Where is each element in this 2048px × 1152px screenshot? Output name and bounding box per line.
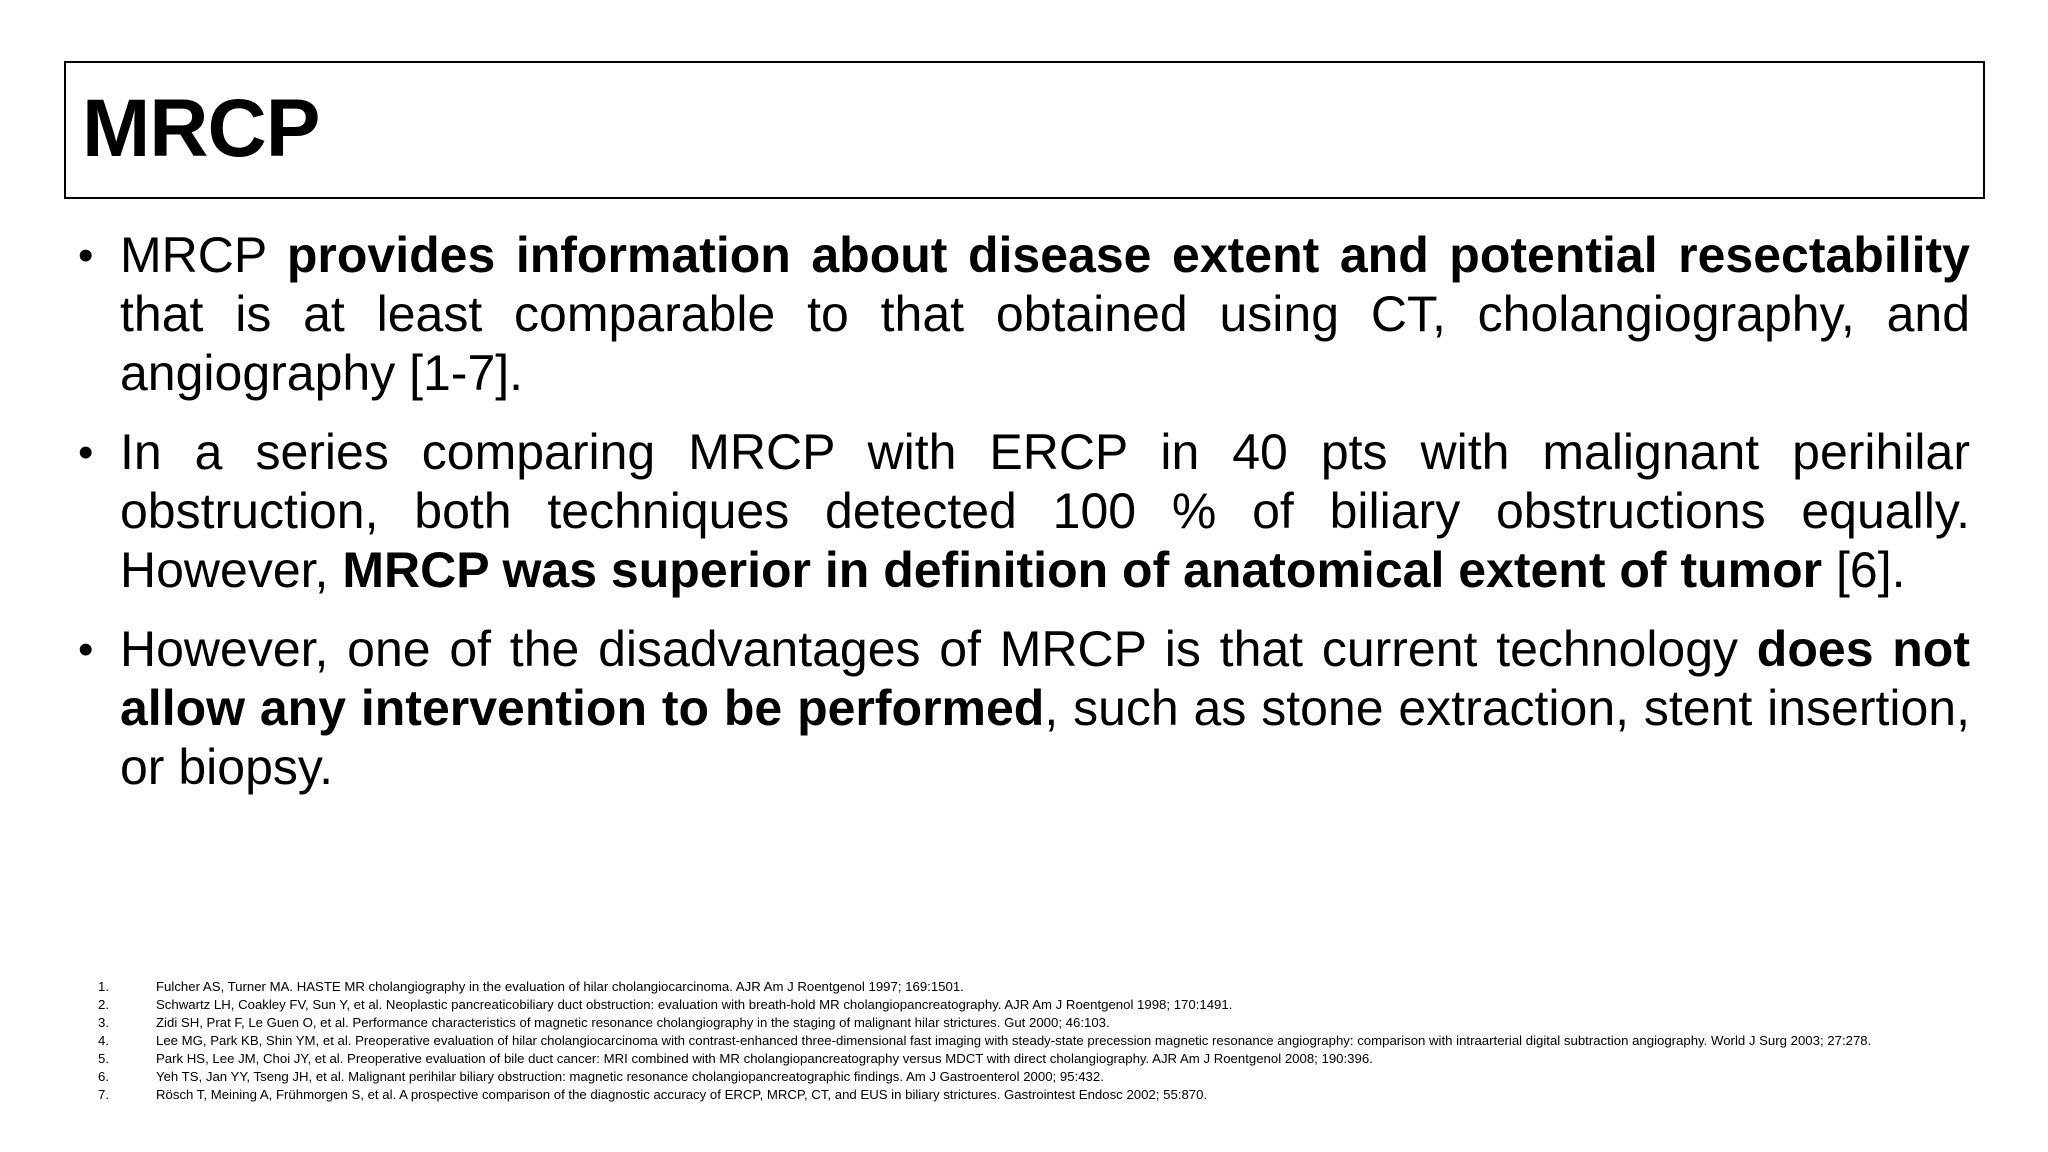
reference-item (98, 1032, 1938, 1050)
bullet-segment: , such as stone extraction, stent insertion, or biopsy. (120, 680, 1970, 795)
bullet-segment: [6]. (1822, 542, 1906, 598)
reference-number: 5. (98, 1051, 109, 1066)
reference-number: 7. (98, 1087, 109, 1102)
reference-item (98, 1014, 1938, 1032)
reference-text: Schwartz LH, Coakley FV, Sun Y, et al. Neoplastic pancreaticobiliary duct obstruction: evaluation with breath-hold MR cholangiopancreatography. AJR Am J Roentgenol 1998; 170:1491. (156, 997, 1233, 1012)
bullet-item (78, 226, 1970, 403)
bullet-segment-bold: does not allow any intervention to be performed (120, 621, 1970, 736)
slide-title: MRCP (82, 83, 320, 174)
reference-item (98, 978, 1938, 996)
bullet-dot-icon: • (78, 231, 94, 280)
reference-text: Rösch T, Meining A, Frühmorgen S, et al. A prospective comparison of the diagnostic accuracy of ERCP, MRCP, CT, and EUS in biliary strictures. Gastrointest Endosc 2002; 55:870. (156, 1087, 1208, 1102)
bullet-text (120, 621, 1970, 795)
reference-number: 3. (98, 1015, 109, 1030)
bullet-dot-icon: • (78, 625, 94, 674)
bullet-item (78, 423, 1970, 600)
reference-item (98, 1068, 1938, 1086)
reference-text: Lee MG, Park KB, Shin YM, et al. Preoperative evaluation of hilar cholangiocarcinoma with contrast-enhanced three-dimensional fast imaging with steady-state precession magnetic resonance angiography: comparison with intraarterial digital subtraction angiography. World J Surg 2003; 27:278. (156, 1033, 1872, 1048)
reference-text: Yeh TS, Jan YY, Tseng JH, et al. Malignant perihilar biliary obstruction: magnetic resonance cholangiopancreatographic findings. Am J Gastroenterol 2000; 95:432. (156, 1069, 1104, 1084)
reference-number: 4. (98, 1033, 109, 1048)
reference-number: 2. (98, 997, 109, 1012)
bullet-segment: In a series comparing MRCP with ERCP in 40 pts with malignant perihilar obstruction, both techniques detected 100 % of biliary obstructions equally. However, (120, 424, 1970, 598)
bullet-segment: MRCP (120, 227, 287, 283)
bullet-segment: However, one of the disadvantages of MRCP is that current technology (120, 621, 1757, 677)
reference-item (98, 996, 1938, 1014)
reference-number: 6. (98, 1069, 109, 1084)
bullet-dot-icon: • (78, 428, 94, 477)
reference-list (98, 978, 1938, 1104)
bullet-list (78, 226, 1970, 817)
bullet-segment: that is at least comparable to that obtained using CT, cholangiography, and angiography [1-7]. (120, 286, 1970, 401)
bullet-text (120, 424, 1970, 598)
reference-item (98, 1050, 1938, 1068)
bullet-text (120, 227, 1970, 401)
bullet-segment-bold: provides information about disease extent and potential resectability (286, 227, 1970, 283)
bullet-item (78, 620, 1970, 797)
reference-text: Fulcher AS, Turner MA. HASTE MR cholangiography in the evaluation of hilar cholangiocarcinoma. AJR Am J Roentgenol 1997; 169:1501. (156, 979, 964, 994)
reference-item (98, 1086, 1938, 1104)
reference-number: 1. (98, 979, 109, 994)
reference-text: Zidi SH, Prat F, Le Guen O, et al. Performance characteristics of magnetic resonance cholangiography in the staging of malignant hilar strictures. Gut 2000; 46:103. (156, 1015, 1110, 1030)
title-box (64, 61, 1985, 199)
bullet-segment-bold: MRCP was superior in definition of anatomical extent of tumor (342, 542, 1823, 598)
reference-text: Park HS, Lee JM, Choi JY, et al. Preoperative evaluation of bile duct cancer: MRI combined with MR cholangiopancreatography versus MDCT with direct cholangiography. AJR Am J Roentgenol 2008; 190:396. (156, 1051, 1373, 1066)
